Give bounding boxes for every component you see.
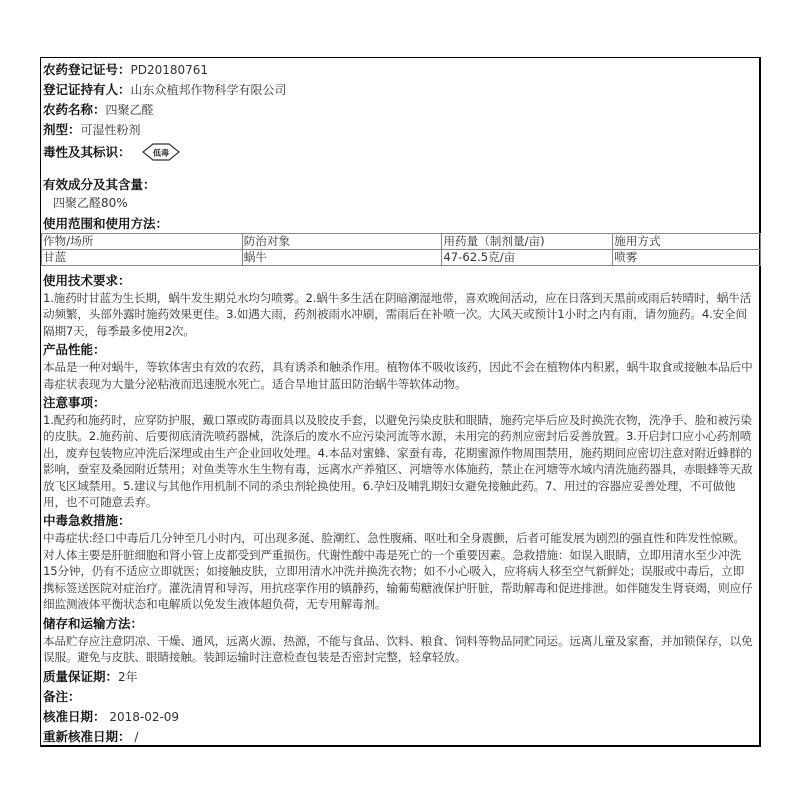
- storage-text: 本品贮存应注意阴凉、干燥、通风，远离火源、热源，不能与食品、饮料、粮食、饲料等物品同贮同运。远离儿童及家畜，并加锁保存，以免误服。避免与皮肤、眼睛接触。装卸运输时注意检查包装是否密封完整，轻拿轻放。: [43, 633, 753, 664]
- reapproval-date-label: 重新核准日期：: [43, 729, 131, 745]
- shelf-life-value: 2年: [118, 670, 138, 685]
- cell-crop: 甘蓝: [42, 250, 243, 266]
- shelf-life-row: [43, 667, 759, 687]
- shelf-life-label: 质量保证期：: [43, 669, 119, 685]
- performance-text: 本品是一种对蜗牛，等软体害虫有效的农药，具有诱杀和触杀作用。植物体不吸收该药，因此不会在植物体内积累，蜗牛取食或接触本品后中毒症状表现为大量分泌粘液而迅速脱水死亡。适合旱地甘蓝田防治蜗牛等软体动物。: [43, 360, 753, 391]
- low-toxicity-diamond-icon: [141, 142, 181, 168]
- header-target: 防治对象: [242, 234, 442, 250]
- precautions-text: 1.配药和施药时，应穿防护服，戴口罩或防毒面具以及胶皮手套，以避免污染皮肤和眼睛，施药完毕后应及时换洗衣物，洗净手、脸和被污染的皮肤。2.施药前、后要彻底清洗喷药器械，洗涤后的废水不应污染河流等水源，未用完的药剂应密封后妥善放置。3.开启封口应小心药剂喷出，废弃包装物应冲洗后深埋或由生产企业回收处理。4.本品对蜜蜂、家蚕有毒，花期蜜源作物周围禁用，施药期间应密切注意对附近蜂群的影响，蚕室及桑园附近禁用；对鱼类等水生生物有毒，远离水产养殖区、河塘等水体施药，禁止在河塘等水域内清洗施药器具，赤眼蜂等天敌放飞区域禁用。5.建议与其他作用机制不同的杀虫剂轮换使用。6.孕妇及哺乳期妇女避免接触此药。7、用过的容器应妥善处理，不可做他用，也不可随意丢弃。: [43, 413, 753, 510]
- holder-label: 登记证持有人：: [43, 82, 131, 97]
- usage-table-header: [42, 234, 761, 250]
- pesticide-name-row: [43, 100, 759, 120]
- toxicity-label: 毒性及其标识：: [43, 144, 131, 160]
- toxicity-row: [43, 140, 759, 174]
- header-method: 施用方式: [613, 234, 761, 250]
- approval-date-row: [43, 707, 759, 727]
- performance-title: 产品性能：: [43, 342, 106, 358]
- holder-value: 山东众植邦作物科学有限公司: [130, 83, 287, 97]
- ingredients-title: 有效成分及其含量：: [43, 177, 156, 192]
- storage-title: 储存和运输方法：: [43, 615, 144, 631]
- holder-row: [43, 80, 759, 100]
- first-aid-text: 中毒症状:经口中毒后几分钟至几小时内，可出现多涎、脸潮红、急性腹痛、呕吐和全身震颤，后者可能发展为剧烈的强直性和阵发性惊厥。对人体主要是肝脏细胞和肾小管上皮都受到严重损伤。代谢性酸中毒是死亡的一个重要因素。急救措施：如误入眼睛，立即用清水至少冲洗15分钟，仍有不适应立即就医；如接触皮肤，立即用清水冲洗并换洗衣物；如不小心吸入，应将病人移至空气新鲜处；误服或中毒后，立即携标签送医院对症治疗。灌洗清胃和导泻，用抗痉挛作用的镇静药，输葡萄糖液保护肝脏，帮助解毒和促进排泄。如伴随发生肾衰竭，则应仔细监测液体平衡状态和电解质以免发生液体超负荷，无专用解毒剂。: [43, 531, 753, 612]
- pesticide-name-value: 四聚乙醛: [105, 103, 154, 117]
- ingredients-value: 四聚乙醛80%: [53, 196, 128, 210]
- technical-title: 使用技术要求：: [43, 273, 131, 288]
- approval-date-label: 核准日期：: [43, 709, 106, 725]
- reapproval-date-value: /: [130, 730, 139, 745]
- toxicity-text: 低毒: [152, 148, 169, 158]
- reapproval-date-row: [43, 727, 759, 747]
- cert-number-label: 农药登记证号：: [43, 62, 131, 77]
- cell-target: 蜗牛: [242, 250, 442, 266]
- cert-number-value: PD20180761: [130, 63, 209, 77]
- pesticide-label-document: [40, 57, 761, 747]
- precautions-title: 注意事项：: [43, 395, 106, 411]
- remarks-row: [43, 687, 759, 707]
- first-aid-title: 中毒急救措施：: [43, 513, 131, 529]
- header-crop: 作物/场所: [42, 234, 243, 250]
- formulation-row: [43, 120, 759, 140]
- usage-title: 使用范围和使用方法：: [43, 216, 169, 231]
- usage-table: [41, 233, 761, 266]
- cell-dosage: 47-62.5克/亩: [442, 250, 613, 266]
- approval-date-value: 2018-02-09: [105, 710, 180, 725]
- remarks-label: 备注：: [43, 689, 81, 705]
- formulation-value: 可湿性粉剂: [80, 123, 141, 137]
- formulation-label: 剂型：: [43, 122, 81, 137]
- table-row: [42, 250, 761, 266]
- header-dosage: 用药量（制剂量/亩): [442, 234, 613, 250]
- technical-text: 1.施药时甘蓝为生长期，蜗牛发生期兑水均匀喷雾。2.蜗牛多生活在阴暗潮湿地带，喜欢晚间活动，应在日落到天黑前或雨后转晴时，蜗牛活动频繁，头部外露时施药效果更佳。3.如遇大雨，药剂被雨水冲刷，需雨后在补喷一次。大风天或预计1小时之内有雨，请勿施药。4.安全间隔期7天，每季最多使用2次。: [43, 291, 752, 338]
- cell-method: 喷雾: [613, 250, 761, 266]
- cert-number-row: [43, 60, 759, 80]
- pesticide-name-label: 农药名称：: [43, 102, 106, 117]
